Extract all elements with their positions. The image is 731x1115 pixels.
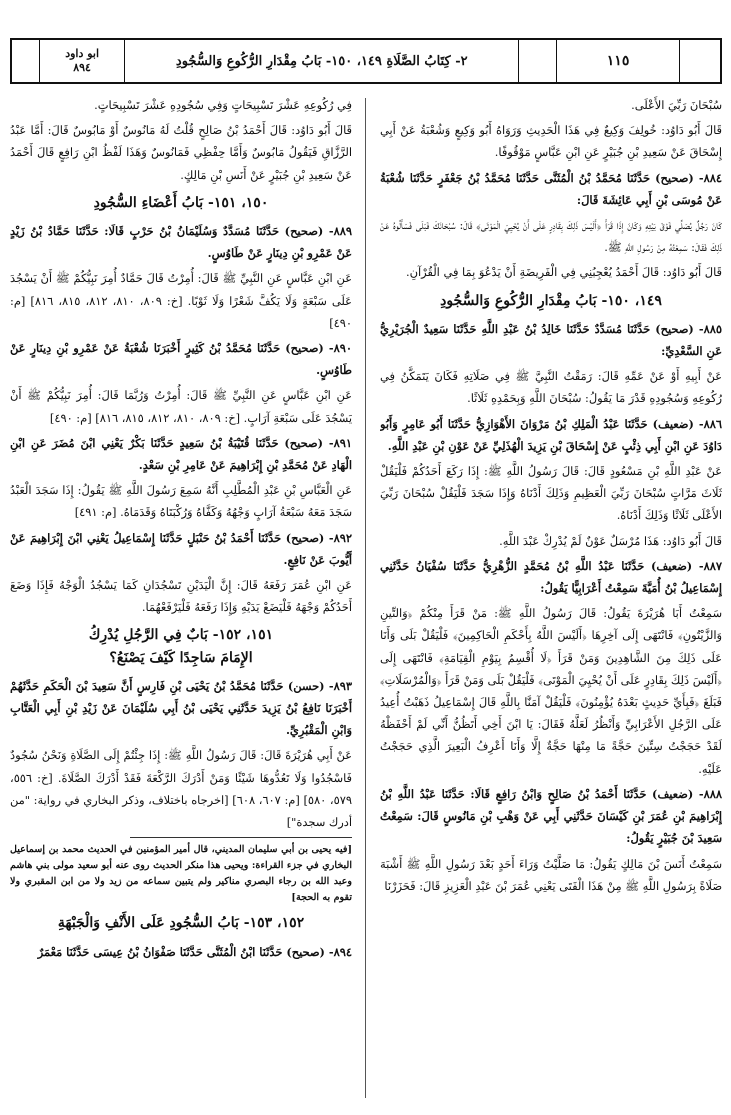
chapter-heading: ١٥٢، ١٥٣- بَابُ السُّجُودِ عَلَى الأَنْفِ وَالْجَبْهَةِ <box>57 915 305 932</box>
page-number: ١١٥ <box>557 40 680 82</box>
running-title: ٢- كِتَابُ الصَّلَاةِ ١٤٩، ١٥٠- بَابُ مِقْدَارِ الرُّكُوعِ وَالسُّجُودِ <box>125 40 519 82</box>
commentary-paragraph: قَالَ أَبُو دَاوُد: خُولِفَ وَكِيعٌ فِي هَذَا الْحَدِيثِ وَرَوَاهُ أَبُو وَكِيعٍ وَشُعْبَةُ عَنْ أَبِي إِسْحَاقَ عَنْ سَعِيدِ بْنِ جُبَيْرٍ عَنِ ابْنِ عَبَّاسٍ مَوْقُوفًا. <box>380 123 722 160</box>
hadith-chain: ٨٩٤- (صحيح) حَدَّثَنَا ابْنُ الْمُثَنَّى حَدَّثَنَا صَفْوَانُ بْنُ عِيسَى حَدَّثَنَا مَعْمَرٌ <box>37 944 352 959</box>
footnote-divider <box>130 837 352 838</box>
header-cell-blank <box>12 40 40 82</box>
text-paragraph: سُبْحَانَ رَبِّيَ الأَعْلَى. <box>631 98 722 112</box>
chapter-heading: ١٤٩، ١٥٠- بَابُ مِقْدَارِ الرُّكُوعِ وَالسُّجُودِ <box>440 292 662 309</box>
header-cell-blank <box>519 40 557 82</box>
right-column <box>380 94 722 1104</box>
hadith-chain: ٨٨٦- (ضعيف) حَدَّثَنَا عَبْدُ الْمَلِكِ بْنُ مَرْوَانَ الأَهْوَازِيُّ حَدَّثَنَا أَبُو عَامِرٍ وَأَبُو دَاوُدَ عَنِ ابْنِ أَبِي ذِئْبٍ عَنْ إِسْحَاقَ بْنِ يَزِيدَ الْهُذَلِيِّ عَنْ عَوْنِ بْنِ عَبْدِ اللَّهِ. <box>380 416 722 453</box>
hadith-text: عَنِ ابْنِ عَبَّاسٍ عَنِ النَّبِيِّ ﷺ قَالَ: أُمِرْتُ وَرُبَّمَا قَالَ: أُمِرَ نَبِيُّكُمْ ﷺ أَنْ يَسْجُدَ عَلَى سَبْعَةِ آرَابٍ. [خ: ٨٠٩، ٨١٠، ٨١٢، ٨١٥، ٨١٦] [م: ٤٩٠] <box>10 388 352 425</box>
book-name: ابو داود <box>65 47 99 60</box>
left-column <box>10 94 352 1104</box>
header-cell-blank <box>680 40 720 82</box>
hadith-chain: ٨٨٤- (صحيح) حَدَّثَنَا مُحَمَّدُ بْنُ الْمُثَنَّى حَدَّثَنَا مُحَمَّدُ بْنُ جَعْفَرٍ حَدَّثَنَا شُعْبَةُ عَنْ مُوسَى بْنِ أَبِي عَائِشَةَ قَالَ: <box>380 170 722 207</box>
hadith-chain: ٨٩٢- (صحيح) حَدَّثَنَا أَحْمَدُ بْنُ حَنْبَلٍ حَدَّثَنَا إِسْمَاعِيلُ يَعْنِي ابْنَ إِبْرَاهِيمَ عَنْ أَيُّوبَ عَنْ نَافِعٍ. <box>10 530 352 567</box>
hadith-text: سَمِعْتُ أَنَسَ بْنَ مَالِكٍ يَقُولُ: مَا صَلَّيْتُ وَرَاءَ أَحَدٍ بَعْدَ رَسُولِ اللَّهِ ﷺ أَشْبَهَ صَلَاةً بِرَسُولِ اللَّهِ ﷺ مِنْ هَذَا الْفَتَى يَعْنِي عُمَرَ بْنَ عَبْدِ الْعَزِيزِ قَالَ: فَحَزَرْنَا <box>380 856 722 893</box>
hadith-text: عَنْ عَبْدِ اللَّهِ بْنِ مَسْعُودٍ قَالَ: قَالَ رَسُولُ اللَّهِ ﷺ: إِذَا رَكَعَ أَحَدُكُمْ فَلْيَقُلْ ثَلَاثَ مَرَّاتٍ سُبْحَانَ رَبِّيَ الْعَظِيمِ وَذَلِكَ أَدْنَاهُ وَإِذَا سَجَدَ فَلْيَقُلْ سُبْحَانَ رَبِّيَ الأَعْلَى ثَلَاثًا وَذَلِكَ أَدْنَاهُ. <box>380 464 722 523</box>
chapter-heading-continued: الإِمَامَ سَاجِدًا كَيْفَ يَصْنَعُ؟ <box>109 649 253 666</box>
hadith-text: عَنْ أَبِيهِ أَوْ عَنْ عَمِّهِ قَالَ: رَمَقْتُ النَّبِيَّ ﷺ فِي صَلَاتِهِ فَكَانَ يَتَمَكَّنُ فِي رُكُوعِهِ وَسُجُودِهِ قَدْرَ مَا يَقُولُ: سُبْحَانَ اللَّهِ وَبِحَمْدِهِ ثَلَاثًا. <box>380 369 722 406</box>
hadith-text: سَمِعْتُ أَبَا هُرَيْرَةَ يَقُولُ: قَالَ رَسُولُ اللَّهِ ﷺ: مَنْ قَرَأَ مِنْكُمْ ﴿وَالتِّينِ وَالزَّيْتُونِ﴾ فَانْتَهَى إِلَى آخِرِهَا ﴿أَلَيْسَ اللَّهُ بِأَحْكَمِ الْحَاكِمِينَ﴾ فَلْيَقُلْ بَلَى وَأَنَا عَلَى ذَلِكَ مِنَ الشَّاهِدِينَ وَمَنْ قَرَأَ ﴿لَا أُقْسِمُ بِيَوْمِ الْقِيَامَةِ﴾ فَانْتَهَى إِلَى ﴿أَلَيْسَ ذَلِكَ بِقَادِرٍ عَلَى أَنْ يُحْيِيَ الْمَوْتَى﴾ فَلْيَقُلْ بَلَى وَمَنْ قَرَأَ ﴿وَالْمُرْسَلَاتِ﴾ فَبَلَغَ ﴿فَبِأَيِّ حَدِيثٍ بَعْدَهُ يُؤْمِنُونَ﴾ فَلْيَقُلْ آمَنَّا بِاللَّهِ قَالَ إِسْمَاعِيلُ ذَهَبْتُ أُعِيدُ عَلَى الرَّجُلِ الأَعْرَابِيِّ وَأَنْظُرُ لَعَلَّهُ فَقَالَ: يَا ابْنَ أَخِي أَتَظُنُّ أَنِّي لَمْ أَحْفَظْهُ لَقَدْ حَجَجْتُ سِتِّينَ حَجَّةً مَا مِنْهَا حَجَّةٌ إِلَّا وَأَنَا أَعْرِفُ الْبَعِيرَ الَّذِي حَجَجْتُ عَلَيْهِ. <box>380 606 722 776</box>
hadith-chain: ٨٩١- (صحيح) حَدَّثَنَا قُتَيْبَةُ بْنُ سَعِيدٍ حَدَّثَنَا بَكْرٌ يَعْنِي ابْنَ مُضَرَ عَنِ ابْنِ الْهَادِ عَنْ مُحَمَّدِ بْنِ إِبْرَاهِيمَ عَنْ عَامِرِ بْنِ سَعْدٍ. <box>10 435 352 473</box>
hadith-chain: ٨٨٨- (ضعيف) حَدَّثَنَا أَحْمَدُ بْنُ صَالِحٍ وَابْنُ رَافِعٍ قَالَا: حَدَّثَنَا عَبْدُ اللَّهِ بْنُ إِبْرَاهِيمَ بْنِ عُمَرَ بْنِ كَيْسَانَ حَدَّثَنِي أَبِي عَنْ وَهْبِ بْنِ مَانُوسٍ قَالَ: سَمِعْتُ سَعِيدَ بْنَ جُبَيْرٍ يَقُولُ: <box>380 786 722 846</box>
header-hadith-number: ٨٩٤ <box>73 61 91 74</box>
hadith-chain: ٨٨٧- (ضعيف) حَدَّثَنَا عَبْدُ اللَّهِ بْنُ مُحَمَّدٍ الزُّهْرِيُّ حَدَّثَنَا سُفْيَانُ حَدَّثَنِي إِسْمَاعِيلُ بْنُ أُمَيَّةَ سَمِعْتُ أَعْرَابِيًّا يَقُولُ: <box>380 558 722 596</box>
book-page <box>10 38 722 1110</box>
column-divider <box>365 98 366 1098</box>
hadith-text: عَنِ ابْنِ عَبَّاسٍ عَنِ النَّبِيِّ ﷺ قَالَ: أُمِرْتُ قَالَ حَمَّادٌ أُمِرَ نَبِيُّكُمْ ﷺ أَنْ يَسْجُدَ عَلَى سَبْعَةٍ وَلَا يَكُفَّ شَعْرًا وَلَا ثَوْبًا. [خ: ٨٠٩، ٨١٠، ٨١٢، ٨١٥، ٨١٦] [م: ٤٩٠] <box>10 271 352 330</box>
commentary-paragraph: قَالَ أَبُو دَاوُد: هَذَا مُرْسَلٌ عَوْنٌ لَمْ يُدْرِكْ عَبْدَ اللَّهِ. <box>499 533 722 548</box>
hadith-chain: ٨٩٠- (صحيح) حَدَّثَنَا مُحَمَّدُ بْنُ كَثِيرٍ أَخْبَرَنَا شُعْبَةُ عَنْ عَمْرِو بْنِ دِينَارٍ عَنْ طَاوُسٍ. <box>10 341 352 378</box>
text-paragraph: فِي رُكُوعِهِ عَشْرَ تَسْبِيحَاتٍ وَفِي سُجُودِهِ عَشْرَ تَسْبِيحَاتٍ. <box>94 98 352 112</box>
hadith-chain: ٨٨٩- (صحيح) حَدَّثَنَا مُسَدَّدٌ وَسُلَيْمَانُ بْنُ حَرْبٍ قَالَا: حَدَّثَنَا حَمَّادُ بْنُ زَيْدٍ عَنْ عَمْرِو بْنِ دِينَارٍ عَنْ طَاوُسٍ. <box>10 224 352 261</box>
page-header <box>10 38 722 84</box>
hadith-text: عَنِ الْعَبَّاسِ بْنِ عَبْدِ الْمُطَّلِبِ أَنَّهُ سَمِعَ رَسُولَ اللَّهِ ﷺ يَقُولُ: إِذَا سَجَدَ الْعَبْدُ سَجَدَ مَعَهُ سَبْعَةُ آرَابٍ وَجْهُهُ وَكَفَّاهُ وَرُكْبَتَاهُ وَقَدَمَاهُ. [م: ٤٩١] <box>10 483 352 520</box>
hadith-text: عَنْ أَبِي هُرَيْرَةَ قَالَ: قَالَ رَسُولُ اللَّهِ ﷺ: إِذَا جِئْتُمْ إِلَى الصَّلَاةِ وَنَحْنُ سُجُودٌ فَاسْجُدُوا وَلَا تَعُدُّوهَا شَيْئًا وَمَنْ أَدْرَكَ الرَّكْعَةَ فَقَدْ أَدْرَكَ الصَّلَاةَ. [خ: ٥٥٦، ٥٧٩، ٥٨٠] [م: ٦٠٧، ٦٠٨] [اخرجاه باختلاف، وذكر البخاري في رواية: "من أدرك سجدة"] <box>10 748 352 830</box>
hadith-text: عَنِ ابْنِ عُمَرَ رَفَعَهُ قَالَ: إِنَّ الْيَدَيْنِ تَسْجُدَانِ كَمَا يَسْجُدُ الْوَجْهُ فَإِذَا وَضَعَ أَحَدُكُمْ وَجْهَهُ فَلْيَضَعْ يَدَيْهِ وَإِذَا رَفَعَهُ فَلْيَرْفَعْهُمَا. <box>10 578 352 615</box>
hadith-chain: ٨٨٥- (صحيح) حَدَّثَنَا مُسَدَّدٌ حَدَّثَنَا خَالِدُ بْنُ عَبْدِ اللَّهِ حَدَّثَنَا سَعِيدٌ الْجُرَيْرِيُّ عَنِ السَّعْدِيِّ: <box>380 321 722 359</box>
hadith-chain: ٨٩٣- (حسن) حَدَّثَنَا مُحَمَّدُ بْنُ يَحْيَى بْنِ فَارِسٍ أَنَّ سَعِيدَ بْنَ الْحَكَمِ حَدَّثَهُمْ أَخْبَرَنَا نَافِعُ بْنُ يَزِيدَ حَدَّثَنِي يَحْيَى بْنُ أَبِي سُلَيْمَانَ عَنْ زَيْدِ بْنِ أَبِي الْعَتَّابِ وَابْنِ الْمَقْبُرِيِّ. <box>10 678 352 738</box>
hadith-text: كَانَ رَجُلٌ يُصَلِّي فَوْقَ بَيْتِهِ وَكَانَ إِذَا قَرَأَ ﴿أَلَيْسَ ذَلِكَ بِقَادِرٍ عَلَى أَنْ يُحْيِيَ الْمَوْتَى﴾ قَالَ: سُبْحَانَكَ فَبَلَى فَسَأَلُوهُ عَنْ ذَلِكَ فَقَالَ: سَمِعْتُهُ مِنْ رَسُولِ اللَّهِ ﷺ. <box>380 218 722 255</box>
header-book-cell <box>40 40 126 82</box>
chapter-heading: ١٥٠، ١٥١- بَابُ أَعْضَاءِ السُّجُودِ <box>93 194 269 211</box>
chapter-heading: ١٥١، ١٥٢- بَابٌ فِي الرَّجُلِ يُدْرِكُ <box>88 627 274 644</box>
commentary-paragraph: قَالَ أَبُو دَاوُد: قَالَ أَحْمَدُ بْنُ صَالِحٍ قُلْتُ لَهُ مَانُوسٌ أَوْ مَابُوسٌ قَالَ: أَمَّا عَبْدُ الرَّزَّاقِ فَيَقُولُ مَابُوسٌ وَأَمَّا حِفْظِي فَمَانُوسٌ وَهَذَا لَفْظُ ابْنِ رَافِعٍ قَالَ أَحْمَدُ عَنْ سَعِيدِ بْنِ جُبَيْرٍ عَنْ أَنَسِ بْنِ مَالِكٍ. <box>10 123 352 182</box>
grading-note: [فيه يحيى بن أبي سليمان المديني، قال أمير المؤمنين في الحديث محمد بن إسماعيل البخاري في جزء القراءة: ويحيى هذا منكر الحديث روى عنه أبو سعيد مولى بني هاشم وعبد الله بن رجاء البصري مناكير ولم يتبين سماعه من زيد ولا من ابن المقبري ولا تقوم به الحجة] <box>10 844 352 904</box>
commentary-paragraph: قَالَ أَبُو دَاوُد: قَالَ أَحْمَدُ يُعْجِبُنِي فِي الْفَرِيضَةِ أَنْ يَدْعُوَ بِمَا فِي الْقُرْآنِ. <box>406 265 722 280</box>
